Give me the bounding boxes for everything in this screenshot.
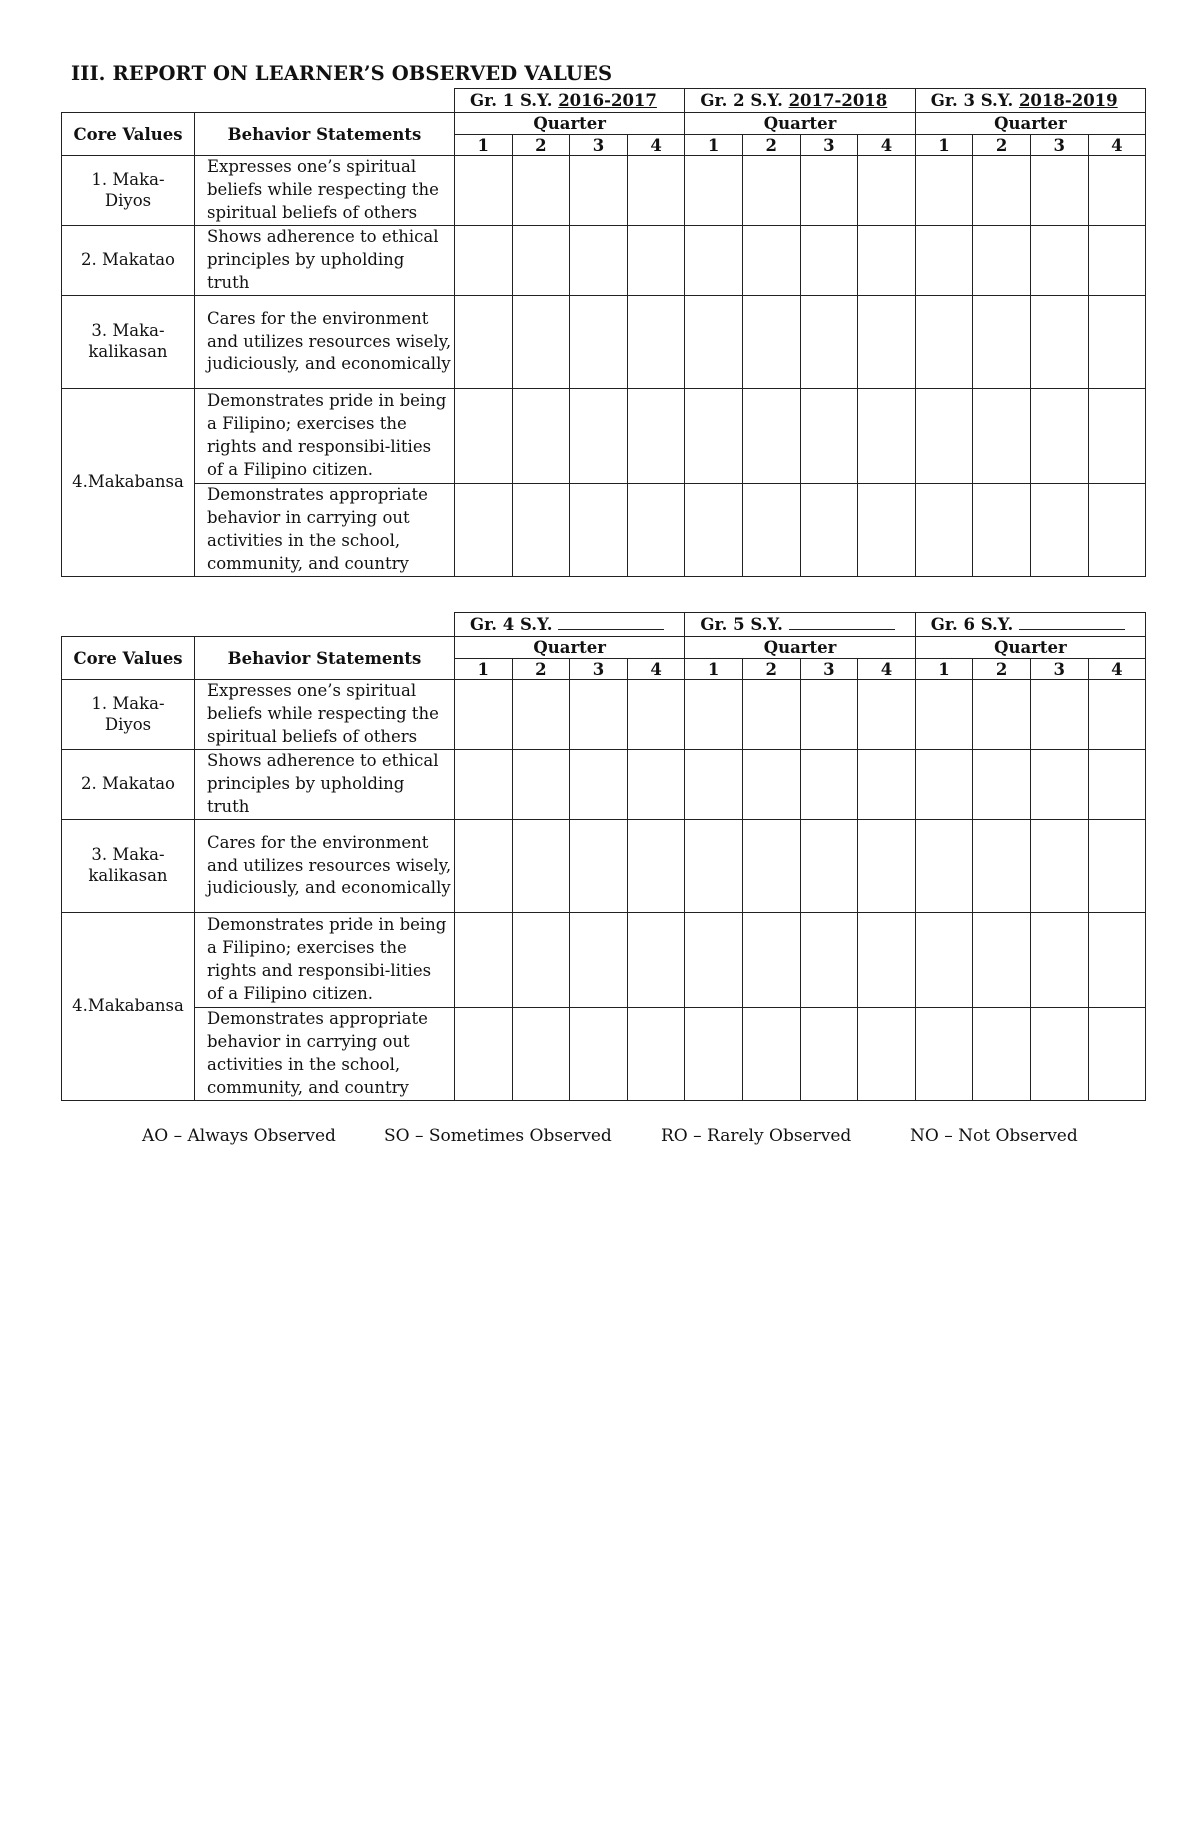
rating-cell[interactable] [512, 750, 570, 820]
rating-cell[interactable] [512, 296, 570, 389]
rating-cell[interactable] [570, 820, 628, 913]
rating-cell[interactable] [1088, 296, 1146, 389]
quarter-number: 3 [1030, 135, 1088, 156]
value-row [62, 296, 1146, 389]
behavior-statement: Demonstrates pride in being a Filipino; exercises the rights and responsibi-lities of a Filipino citizen. [195, 913, 455, 1008]
rating-cell[interactable] [1088, 1008, 1146, 1101]
grade-header-row [62, 613, 1146, 637]
rating-cell[interactable] [915, 820, 973, 913]
rating-cell[interactable] [570, 296, 628, 389]
quarter-number: 4 [858, 135, 916, 156]
values-table-2 [61, 612, 1146, 1101]
rating-cell[interactable] [973, 820, 1031, 913]
rating-cell[interactable] [800, 820, 858, 913]
rating-cell[interactable] [1088, 750, 1146, 820]
rating-cell[interactable] [742, 1008, 800, 1101]
rating-cell[interactable] [973, 680, 1031, 750]
rating-cell[interactable] [858, 389, 916, 484]
rating-cell[interactable] [800, 913, 858, 1008]
rating-cell[interactable] [858, 484, 916, 577]
rating-cell[interactable] [1030, 820, 1088, 913]
rating-cell[interactable] [627, 913, 685, 1008]
rating-cell[interactable] [1030, 389, 1088, 484]
legend-ao: AO – Always Observed [142, 1126, 336, 1146]
quarter-header: Quarter [685, 113, 915, 135]
grade-label: Gr. 4 S.Y. [470, 615, 559, 634]
behavior-statements-header: Behavior Statements [195, 113, 455, 156]
rating-cell[interactable] [800, 1008, 858, 1101]
quarter-number: 2 [512, 659, 570, 680]
behavior-statements-header: Behavior Statements [195, 637, 455, 680]
rating-cell[interactable] [512, 820, 570, 913]
rating-cell[interactable] [627, 1008, 685, 1101]
grade-header [685, 89, 915, 113]
grade-label: Gr. 1 S.Y. [470, 91, 559, 110]
core-value-name: 1. Maka- Diyos [62, 156, 195, 226]
rating-cell[interactable] [973, 156, 1031, 226]
rating-cell[interactable] [512, 389, 570, 484]
rating-cell[interactable] [685, 913, 743, 1008]
quarter-number: 3 [570, 659, 628, 680]
rating-cell[interactable] [570, 913, 628, 1008]
values-table-1 [61, 88, 1146, 577]
rating-cell[interactable] [973, 913, 1031, 1008]
quarter-number: 1 [455, 659, 513, 680]
rating-cell[interactable] [512, 226, 570, 296]
rating-cell[interactable] [858, 226, 916, 296]
rating-cell[interactable] [455, 1008, 513, 1101]
rating-cell[interactable] [512, 913, 570, 1008]
rating-cell[interactable] [742, 680, 800, 750]
rating-cell[interactable] [1030, 156, 1088, 226]
rating-cell[interactable] [973, 389, 1031, 484]
quarter-number: 2 [512, 135, 570, 156]
behavior-statement: Demonstrates appropriate behavior in carrying out activities in the school, community, and country [195, 1008, 455, 1101]
behavior-statement: Expresses one’s spiritual beliefs while respecting the spiritual beliefs of others [195, 156, 455, 226]
rating-cell[interactable] [1030, 1008, 1088, 1101]
grade-header-row [62, 89, 1146, 113]
rating-cell[interactable] [742, 389, 800, 484]
school-year-blank [558, 617, 664, 630]
quarter-header-row [62, 113, 1146, 135]
quarter-number: 1 [685, 135, 743, 156]
rating-cell[interactable] [685, 484, 743, 577]
school-year: 2016-2017 [558, 91, 657, 110]
rating-cell[interactable] [627, 156, 685, 226]
quarter-number: 2 [742, 659, 800, 680]
legend-no: NO – Not Observed [910, 1126, 1078, 1146]
rating-cell[interactable] [742, 484, 800, 577]
core-value-name: 4.Makabansa [62, 913, 195, 1101]
grade-label: Gr. 6 S.Y. [930, 615, 1019, 634]
grade-label: Gr. 3 S.Y. [930, 91, 1019, 110]
rating-cell[interactable] [685, 820, 743, 913]
rating-cell[interactable] [973, 750, 1031, 820]
grade-header [915, 89, 1145, 113]
rating-cell[interactable] [570, 750, 628, 820]
rating-cell[interactable] [685, 226, 743, 296]
quarter-number: 4 [1088, 659, 1146, 680]
behavior-statement: Shows adherence to ethical principles by upholding truth [195, 226, 455, 296]
rating-cell[interactable] [858, 820, 916, 913]
rating-cell[interactable] [570, 1008, 628, 1101]
rating-cell[interactable] [1030, 680, 1088, 750]
grade-label: Gr. 2 S.Y. [700, 91, 789, 110]
rating-cell[interactable] [1088, 913, 1146, 1008]
rating-cell[interactable] [455, 484, 513, 577]
rating-cell[interactable] [915, 389, 973, 484]
rating-cell[interactable] [800, 484, 858, 577]
rating-cell[interactable] [742, 156, 800, 226]
rating-cell[interactable] [800, 750, 858, 820]
quarter-number: 2 [973, 659, 1031, 680]
rating-cell[interactable] [742, 820, 800, 913]
section-title: III. REPORT ON LEARNER’S OBSERVED VALUES [71, 62, 613, 85]
quarter-number: 3 [570, 135, 628, 156]
rating-cell[interactable] [627, 750, 685, 820]
quarter-number: 4 [627, 659, 685, 680]
value-row [62, 680, 1146, 750]
value-row [62, 1008, 1146, 1101]
quarter-number: 2 [742, 135, 800, 156]
rating-cell[interactable] [742, 913, 800, 1008]
rating-cell[interactable] [1088, 389, 1146, 484]
quarter-number: 4 [858, 659, 916, 680]
legend-so: SO – Sometimes Observed [384, 1126, 612, 1146]
rating-cell[interactable] [800, 389, 858, 484]
core-value-name: 4.Makabansa [62, 389, 195, 577]
core-value-name: 3. Maka- kalikasan [62, 296, 195, 389]
quarter-header: Quarter [685, 637, 915, 659]
quarter-header: Quarter [455, 637, 685, 659]
quarter-number: 1 [685, 659, 743, 680]
rating-cell[interactable] [455, 820, 513, 913]
rating-cell[interactable] [973, 296, 1031, 389]
rating-cell[interactable] [1030, 296, 1088, 389]
core-values-header: Core Values [62, 113, 195, 156]
rating-cell[interactable] [915, 913, 973, 1008]
rating-cell[interactable] [685, 1008, 743, 1101]
quarter-number: 1 [915, 659, 973, 680]
rating-cell[interactable] [512, 484, 570, 577]
behavior-statement: Demonstrates appropriate behavior in carrying out activities in the school, community, and country [195, 484, 455, 577]
value-row [62, 226, 1146, 296]
behavior-statement: Demonstrates pride in being a Filipino; exercises the rights and responsibi-lities of a Filipino citizen. [195, 389, 455, 484]
rating-cell[interactable] [800, 680, 858, 750]
rating-cell[interactable] [512, 1008, 570, 1101]
rating-cell[interactable] [800, 296, 858, 389]
value-row [62, 389, 1146, 484]
rating-cell[interactable] [627, 820, 685, 913]
rating-cell[interactable] [915, 1008, 973, 1101]
rating-cell[interactable] [627, 296, 685, 389]
quarter-number: 2 [973, 135, 1031, 156]
school-year: 2017-2018 [788, 91, 888, 110]
rating-cell[interactable] [915, 484, 973, 577]
rating-cell[interactable] [858, 680, 916, 750]
rating-cell[interactable] [570, 484, 628, 577]
rating-cell[interactable] [1088, 156, 1146, 226]
value-row [62, 156, 1146, 226]
rating-cell[interactable] [1030, 484, 1088, 577]
quarter-number: 1 [455, 135, 513, 156]
rating-cell[interactable] [742, 226, 800, 296]
rating-cell[interactable] [1088, 680, 1146, 750]
value-row [62, 913, 1146, 1008]
grade-header [685, 613, 915, 637]
quarter-header: Quarter [915, 113, 1145, 135]
rating-cell[interactable] [512, 680, 570, 750]
rating-cell[interactable] [685, 156, 743, 226]
school-year-blank [789, 617, 895, 630]
rating-cell[interactable] [455, 680, 513, 750]
quarter-header-row [62, 637, 1146, 659]
rating-cell[interactable] [1030, 226, 1088, 296]
rating-cell[interactable] [627, 389, 685, 484]
rating-cell[interactable] [915, 156, 973, 226]
rating-cell[interactable] [858, 913, 916, 1008]
rating-cell[interactable] [1088, 820, 1146, 913]
grade-header [915, 613, 1145, 637]
core-value-name: 1. Maka- Diyos [62, 680, 195, 750]
value-row [62, 750, 1146, 820]
rating-cell[interactable] [570, 680, 628, 750]
rating-cell[interactable] [742, 750, 800, 820]
rating-cell[interactable] [915, 296, 973, 389]
grade-header [455, 89, 685, 113]
rating-cell[interactable] [800, 226, 858, 296]
rating-cell[interactable] [800, 156, 858, 226]
quarter-number: 4 [627, 135, 685, 156]
rating-cell[interactable] [973, 1008, 1031, 1101]
rating-cell[interactable] [455, 156, 513, 226]
rating-cell[interactable] [685, 680, 743, 750]
rating-cell[interactable] [858, 750, 916, 820]
quarter-header: Quarter [915, 637, 1145, 659]
rating-cell[interactable] [685, 296, 743, 389]
quarter-header: Quarter [455, 113, 685, 135]
rating-cell[interactable] [858, 1008, 916, 1101]
core-value-name: 2. Makatao [62, 750, 195, 820]
rating-cell[interactable] [570, 226, 628, 296]
rating-cell[interactable] [1088, 484, 1146, 577]
rating-cell[interactable] [915, 226, 973, 296]
core-value-name: 2. Makatao [62, 226, 195, 296]
rating-cell[interactable] [455, 913, 513, 1008]
school-year: 2018-2019 [1018, 91, 1118, 110]
rating-cell[interactable] [512, 156, 570, 226]
quarter-number: 4 [1088, 135, 1146, 156]
rating-cell[interactable] [973, 484, 1031, 577]
rating-cell[interactable] [627, 680, 685, 750]
rating-cell[interactable] [455, 389, 513, 484]
rating-cell[interactable] [455, 750, 513, 820]
rating-cell[interactable] [1030, 750, 1088, 820]
behavior-statement: Expresses one’s spiritual beliefs while respecting the spiritual beliefs of others [195, 680, 455, 750]
grade-header [455, 613, 685, 637]
rating-cell[interactable] [858, 296, 916, 389]
value-row [62, 484, 1146, 577]
grade-label: Gr. 5 S.Y. [700, 615, 789, 634]
rating-cell[interactable] [570, 389, 628, 484]
value-row [62, 820, 1146, 913]
behavior-statement: Shows adherence to ethical principles by upholding truth [195, 750, 455, 820]
quarter-number: 3 [800, 659, 858, 680]
rating-cell[interactable] [455, 296, 513, 389]
core-value-name: 3. Maka- kalikasan [62, 820, 195, 913]
legend-ro: RO – Rarely Observed [661, 1126, 852, 1146]
rating-cell[interactable] [742, 296, 800, 389]
core-values-header: Core Values [62, 637, 195, 680]
header-spacer [62, 89, 455, 113]
rating-cell[interactable] [973, 226, 1031, 296]
rating-cell[interactable] [685, 389, 743, 484]
quarter-number: 3 [1030, 659, 1088, 680]
quarter-number: 1 [915, 135, 973, 156]
rating-cell[interactable] [1088, 226, 1146, 296]
behavior-statement: Cares for the environment and utilizes resources wisely, judiciously, and economically [195, 820, 455, 913]
rating-cell[interactable] [915, 750, 973, 820]
rating-cell[interactable] [1030, 913, 1088, 1008]
rating-cell[interactable] [627, 484, 685, 577]
school-year-blank [1019, 617, 1125, 630]
quarter-number: 3 [800, 135, 858, 156]
rating-cell[interactable] [858, 156, 916, 226]
rating-cell[interactable] [627, 226, 685, 296]
behavior-statement: Cares for the environment and utilizes resources wisely, judiciously, and economically [195, 296, 455, 389]
rating-cell[interactable] [915, 680, 973, 750]
rating-cell[interactable] [685, 750, 743, 820]
rating-cell[interactable] [455, 226, 513, 296]
header-spacer [62, 613, 455, 637]
rating-cell[interactable] [570, 156, 628, 226]
